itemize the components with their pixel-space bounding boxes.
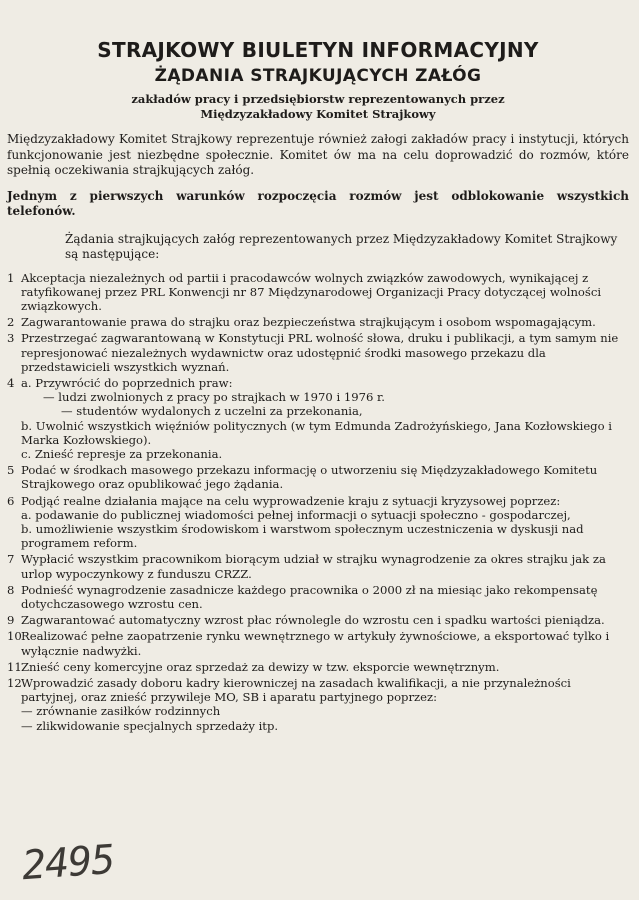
demands-intro: Żądania strajkujących załóg reprezentowanych przez Międzyzakładowy Komitet Strajkowy są następujące:	[65, 231, 618, 261]
demand-text: Wypłacić wszystkim pracownikom biorącym udział w strajku wynagrodzenie za okres strajku jak za urlop wypoczynkowy z funduszu CRZZ.	[21, 552, 606, 581]
demand-text: a. Przywrócić do poprzednich praw:	[21, 375, 233, 390]
sub-item-c: c. Znieść represje za przekonania.	[21, 446, 223, 461]
demand-sublist	[21, 376, 629, 461]
demand-sublist	[21, 676, 629, 733]
demands-list	[7, 271, 629, 733]
subtitle-line-2: Międzyzakładowy Komitet Strajkowy	[200, 107, 436, 121]
sub-dash-item: — zlikwidowanie specjalnych sprzedaży itp.	[21, 718, 279, 733]
demand-text: Podjąć realne działania mające na celu wyprowadzenie kraju z sytuacji kryzysowej poprzez:	[21, 493, 561, 508]
demand-text: Znieść ceny komercyjne oraz sprzedaż za dewizy w tzw. eksporcie wewnętrznym.	[21, 659, 500, 674]
sub-item-b: b. Uwolnić wszystkich więźniów politycznych (w tym Edmunda Zadrożyńskiego, Jana Kozłowskiego i Marka Kozłowskiego).	[21, 418, 612, 447]
demand-text: Podnieść wynagrodzenie zasadnicze każdego pracownika o 2000 zł na miesiąc jako rekompensatę dotychczasowego wzrostu cen.	[21, 582, 598, 611]
demand-number: 2	[7, 315, 15, 330]
demand-number: 11	[7, 659, 22, 674]
demand-item	[7, 583, 629, 611]
demand-item	[7, 463, 629, 491]
demand-item	[7, 660, 629, 674]
demand-number: 4	[7, 375, 15, 390]
demand-sublist	[21, 494, 629, 551]
demand-number: 8	[7, 582, 15, 597]
demand-number: 1	[7, 270, 15, 285]
sub-dash-item: — ludzi zwolnionych z pracy po strajkach w 1970 i 1976 r.	[43, 390, 385, 405]
demand-item	[7, 331, 629, 374]
demand-number: 9	[7, 613, 15, 628]
demand-number: 10	[7, 629, 22, 644]
demand-item	[7, 271, 629, 314]
sub-item-a: a. podawanie do publicznej wiadomości pełnej informacji o sytuacji społeczno - gospodarczej,	[21, 507, 571, 522]
demand-item	[7, 552, 629, 580]
demand-item	[7, 629, 629, 657]
sub-dash-item: — studentów wydalonych z uczelni za przekonania,	[61, 404, 363, 419]
sub-item-b: b. umożliwienie wszystkim środowiskom i warstwom społecznym uczestniczenia w dyskusji nad programem reform.	[21, 521, 584, 551]
demand-text: Przestrzegać zagwarantowaną w Konstytucji PRL wolność słowa, druku i publikacji, a tym samym nie represjonować niezależnych wydawnictw oraz udostępnić środki masowego przekazu dla przedstawicieli wszystkich wyznań.	[21, 331, 619, 374]
telephone-paragraph: Jednym z pierwszych warunków rozpoczęcia rozmów jest odblokowanie wszystkich telefonów.	[7, 188, 629, 218]
demand-text: Realizować pełne zaopatrzenie rynku wewnętrznego w artykuły żywnościowe, a eksportować tylko i wyłącznie nadwyżki.	[21, 629, 610, 658]
demand-item	[7, 376, 629, 461]
subtitle-line-1: zakładów pracy i przedsiębiorstw reprezentowanych przez	[131, 92, 505, 106]
demand-item	[7, 676, 629, 733]
demand-item	[7, 494, 629, 551]
demand-text: Akceptacja niezależnych od partii i pracodawców wolnych związków zawodowych, wynikającej z ratyfikowanej przez PRL Konwencji nr 87 Międzynarodowej Organizacji Pracy dotyczącej wolności związkowych.	[21, 270, 602, 313]
sub-dash-item: — zrównanie zasiłków rodzinnych	[21, 704, 221, 719]
demand-item	[7, 315, 629, 329]
demand-text: Zagwarantowanie prawa do strajku oraz bezpieczeństwa strajkującym i osobom wspomagającym.	[21, 315, 596, 330]
demand-text: Podać w środkach masowego przekazu informację o utworzeniu się Międzyzakładowego Komitetu Strajkowego oraz opublikować jego żądania.	[21, 463, 598, 492]
bulletin-subtitle: ŻĄDANIA STRAJKUJĄCYCH ZAŁÓG	[154, 66, 482, 86]
intro-paragraph: Międzyzakładowy Komitet Strajkowy reprezentuje również załogi zakładów pracy i instytucji, których funkcjonowanie jest niezbędne społecznie. Komitet ów ma na celu doprowadzić do rozmów, które spełnią oczekiwania strajkujących załóg.	[7, 132, 629, 177]
demand-number: 5	[7, 463, 15, 478]
demand-text: Zagwarantować automatyczny wzrost płac równolegle do wzrostu cen i spadku wartości pieniądza.	[21, 613, 605, 628]
handwritten-number: 2495	[20, 836, 116, 890]
demand-number: 3	[7, 331, 15, 346]
bulletin-title: STRAJKOWY BIULETYN INFORMACYJNY	[97, 38, 539, 62]
demand-number: 12	[7, 675, 22, 690]
demand-number: 6	[7, 493, 15, 508]
demand-text: Wprowadzić zasady doboru kadry kierowniczej na zasadach kwalifikacji, a nie przynależności partyjnej, oraz znieść przywileje MO, SB i aparatu partyjnego poprzez:	[21, 675, 571, 705]
demand-number: 7	[7, 552, 15, 567]
demand-item	[7, 613, 629, 627]
